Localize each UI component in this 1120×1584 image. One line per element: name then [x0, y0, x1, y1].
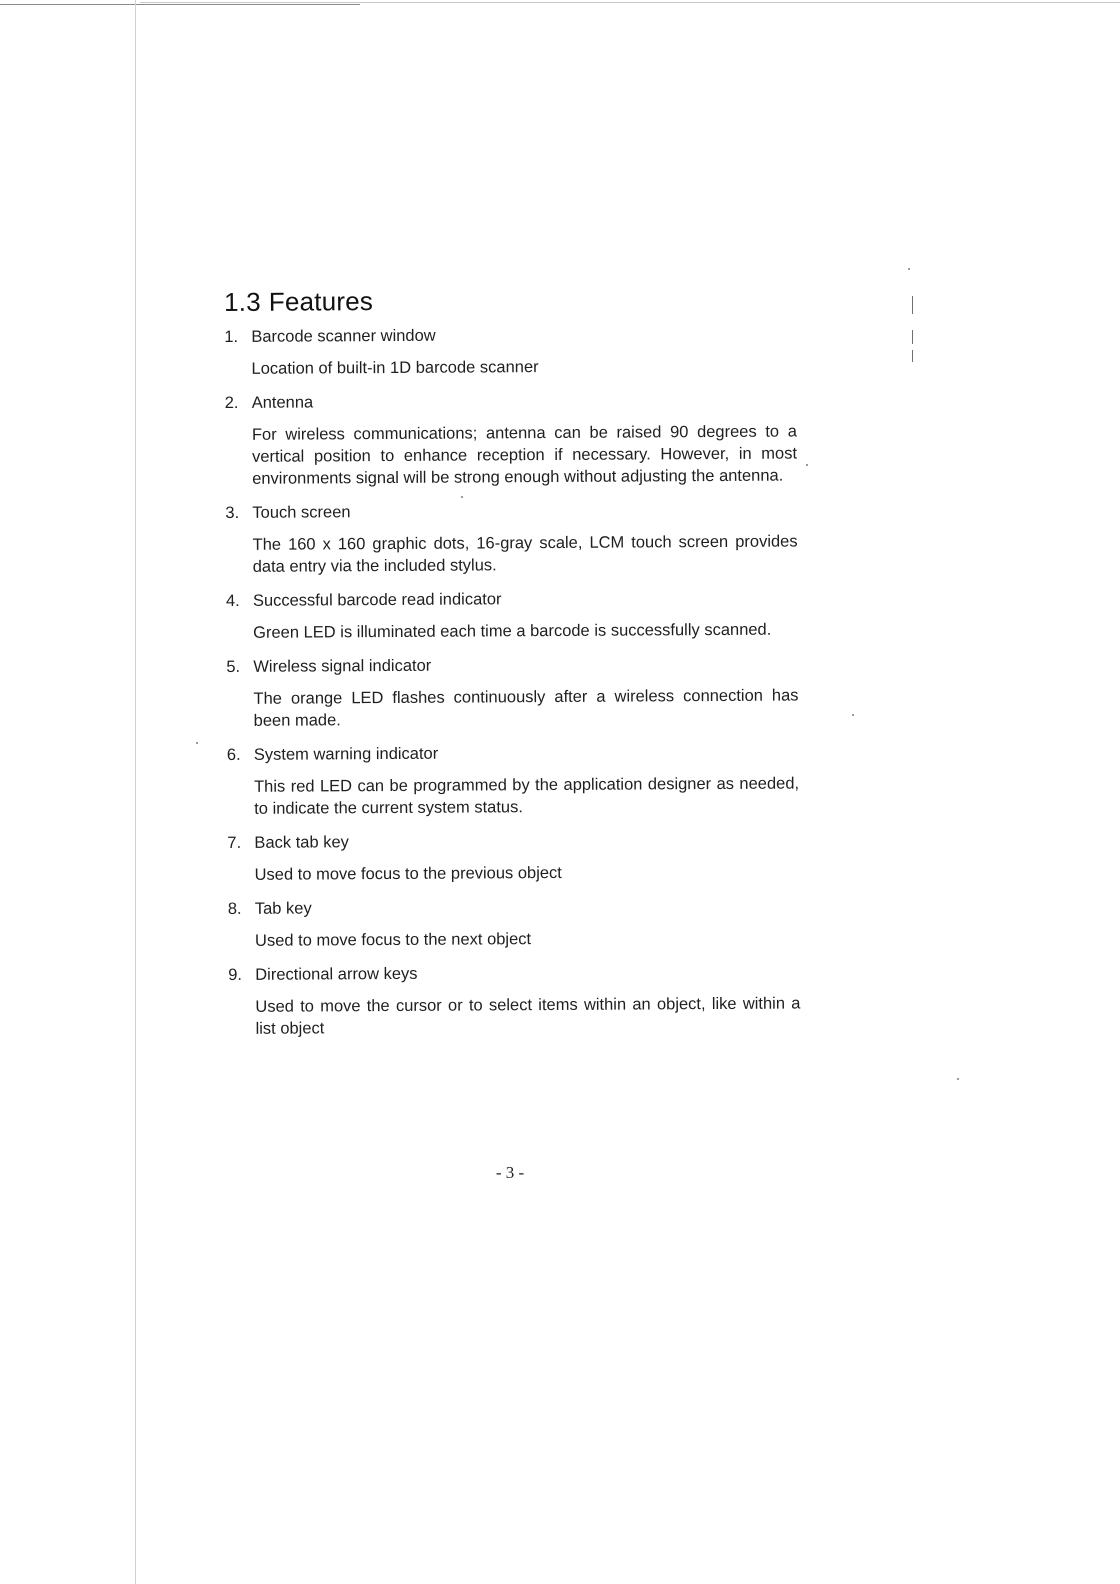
scan-speck	[957, 1078, 959, 1080]
feature-item	[227, 740, 807, 820]
feature-number: 7.	[227, 833, 242, 852]
feature-description: This red LED can be programmed by the application designer as needed, to indicate the current system status.	[254, 774, 800, 818]
feature-item	[226, 652, 806, 732]
margin-tick	[912, 350, 913, 362]
feature-number: 5.	[226, 657, 241, 676]
feature-item	[224, 322, 804, 380]
scan-top-edge	[140, 2, 1120, 3]
margin-tick	[912, 296, 913, 314]
feature-title: Tab key	[254, 899, 312, 918]
feature-number: 4.	[225, 591, 240, 610]
feature-title: Barcode scanner window	[251, 326, 436, 346]
feature-title: Back tab key	[254, 833, 349, 852]
feature-number: 6.	[226, 745, 241, 764]
feature-item	[225, 498, 805, 578]
feature-number: 9.	[228, 965, 243, 984]
feature-description: Used to move focus to the previous object	[254, 863, 562, 884]
feature-number: 8.	[227, 899, 242, 918]
feature-item	[228, 894, 808, 952]
feature-number: 2.	[224, 393, 239, 412]
feature-title: Directional arrow keys	[255, 964, 418, 984]
feature-description: The orange LED flashes continuously after a wireless connection has been made.	[253, 686, 799, 730]
section-title-text: Features	[268, 286, 374, 317]
feature-number: 1.	[224, 327, 239, 346]
feature-description: Location of built-in 1D barcode scanner	[251, 358, 539, 378]
feature-item	[225, 388, 806, 490]
feature-description: Used to move focus to the next object	[254, 930, 532, 950]
section-title	[224, 282, 804, 318]
binding-edge-line	[135, 0, 136, 1584]
feature-item	[226, 586, 806, 644]
scan-speck	[196, 742, 198, 744]
feature-item	[227, 828, 807, 886]
feature-title: Wireless signal indicator	[253, 656, 432, 676]
feature-title: Touch screen	[252, 503, 351, 522]
scan-speck	[806, 464, 808, 466]
feature-description: Used to move the cursor or to select items within an object, like within a list object	[255, 994, 801, 1038]
scan-top-rule	[0, 4, 360, 5]
margin-tick	[912, 330, 913, 344]
features-section	[224, 282, 809, 1052]
page-number: - 3 -	[495, 1163, 525, 1182]
section-number: 1.3	[224, 286, 261, 317]
feature-title: Successful barcode read indicator	[252, 590, 502, 610]
feature-item	[228, 960, 808, 1040]
feature-description: The 160 x 160 graphic dots, 16-gray scale, LCM touch screen provides data entry via the included stylus.	[252, 532, 798, 576]
scan-speck	[852, 714, 854, 716]
feature-description: Green LED is illuminated each time a barcode is successfully scanned.	[253, 620, 772, 642]
scan-speck	[908, 268, 910, 270]
feature-number: 3.	[225, 503, 240, 522]
feature-title: System warning indicator	[253, 744, 439, 764]
feature-title: Antenna	[251, 393, 314, 412]
feature-description: For wireless communications; antenna can be raised 90 degrees to a vertical position to enhance reception if necessary. However, in most environments signal will be strong enough without adjusting the antenna.	[251, 422, 798, 488]
